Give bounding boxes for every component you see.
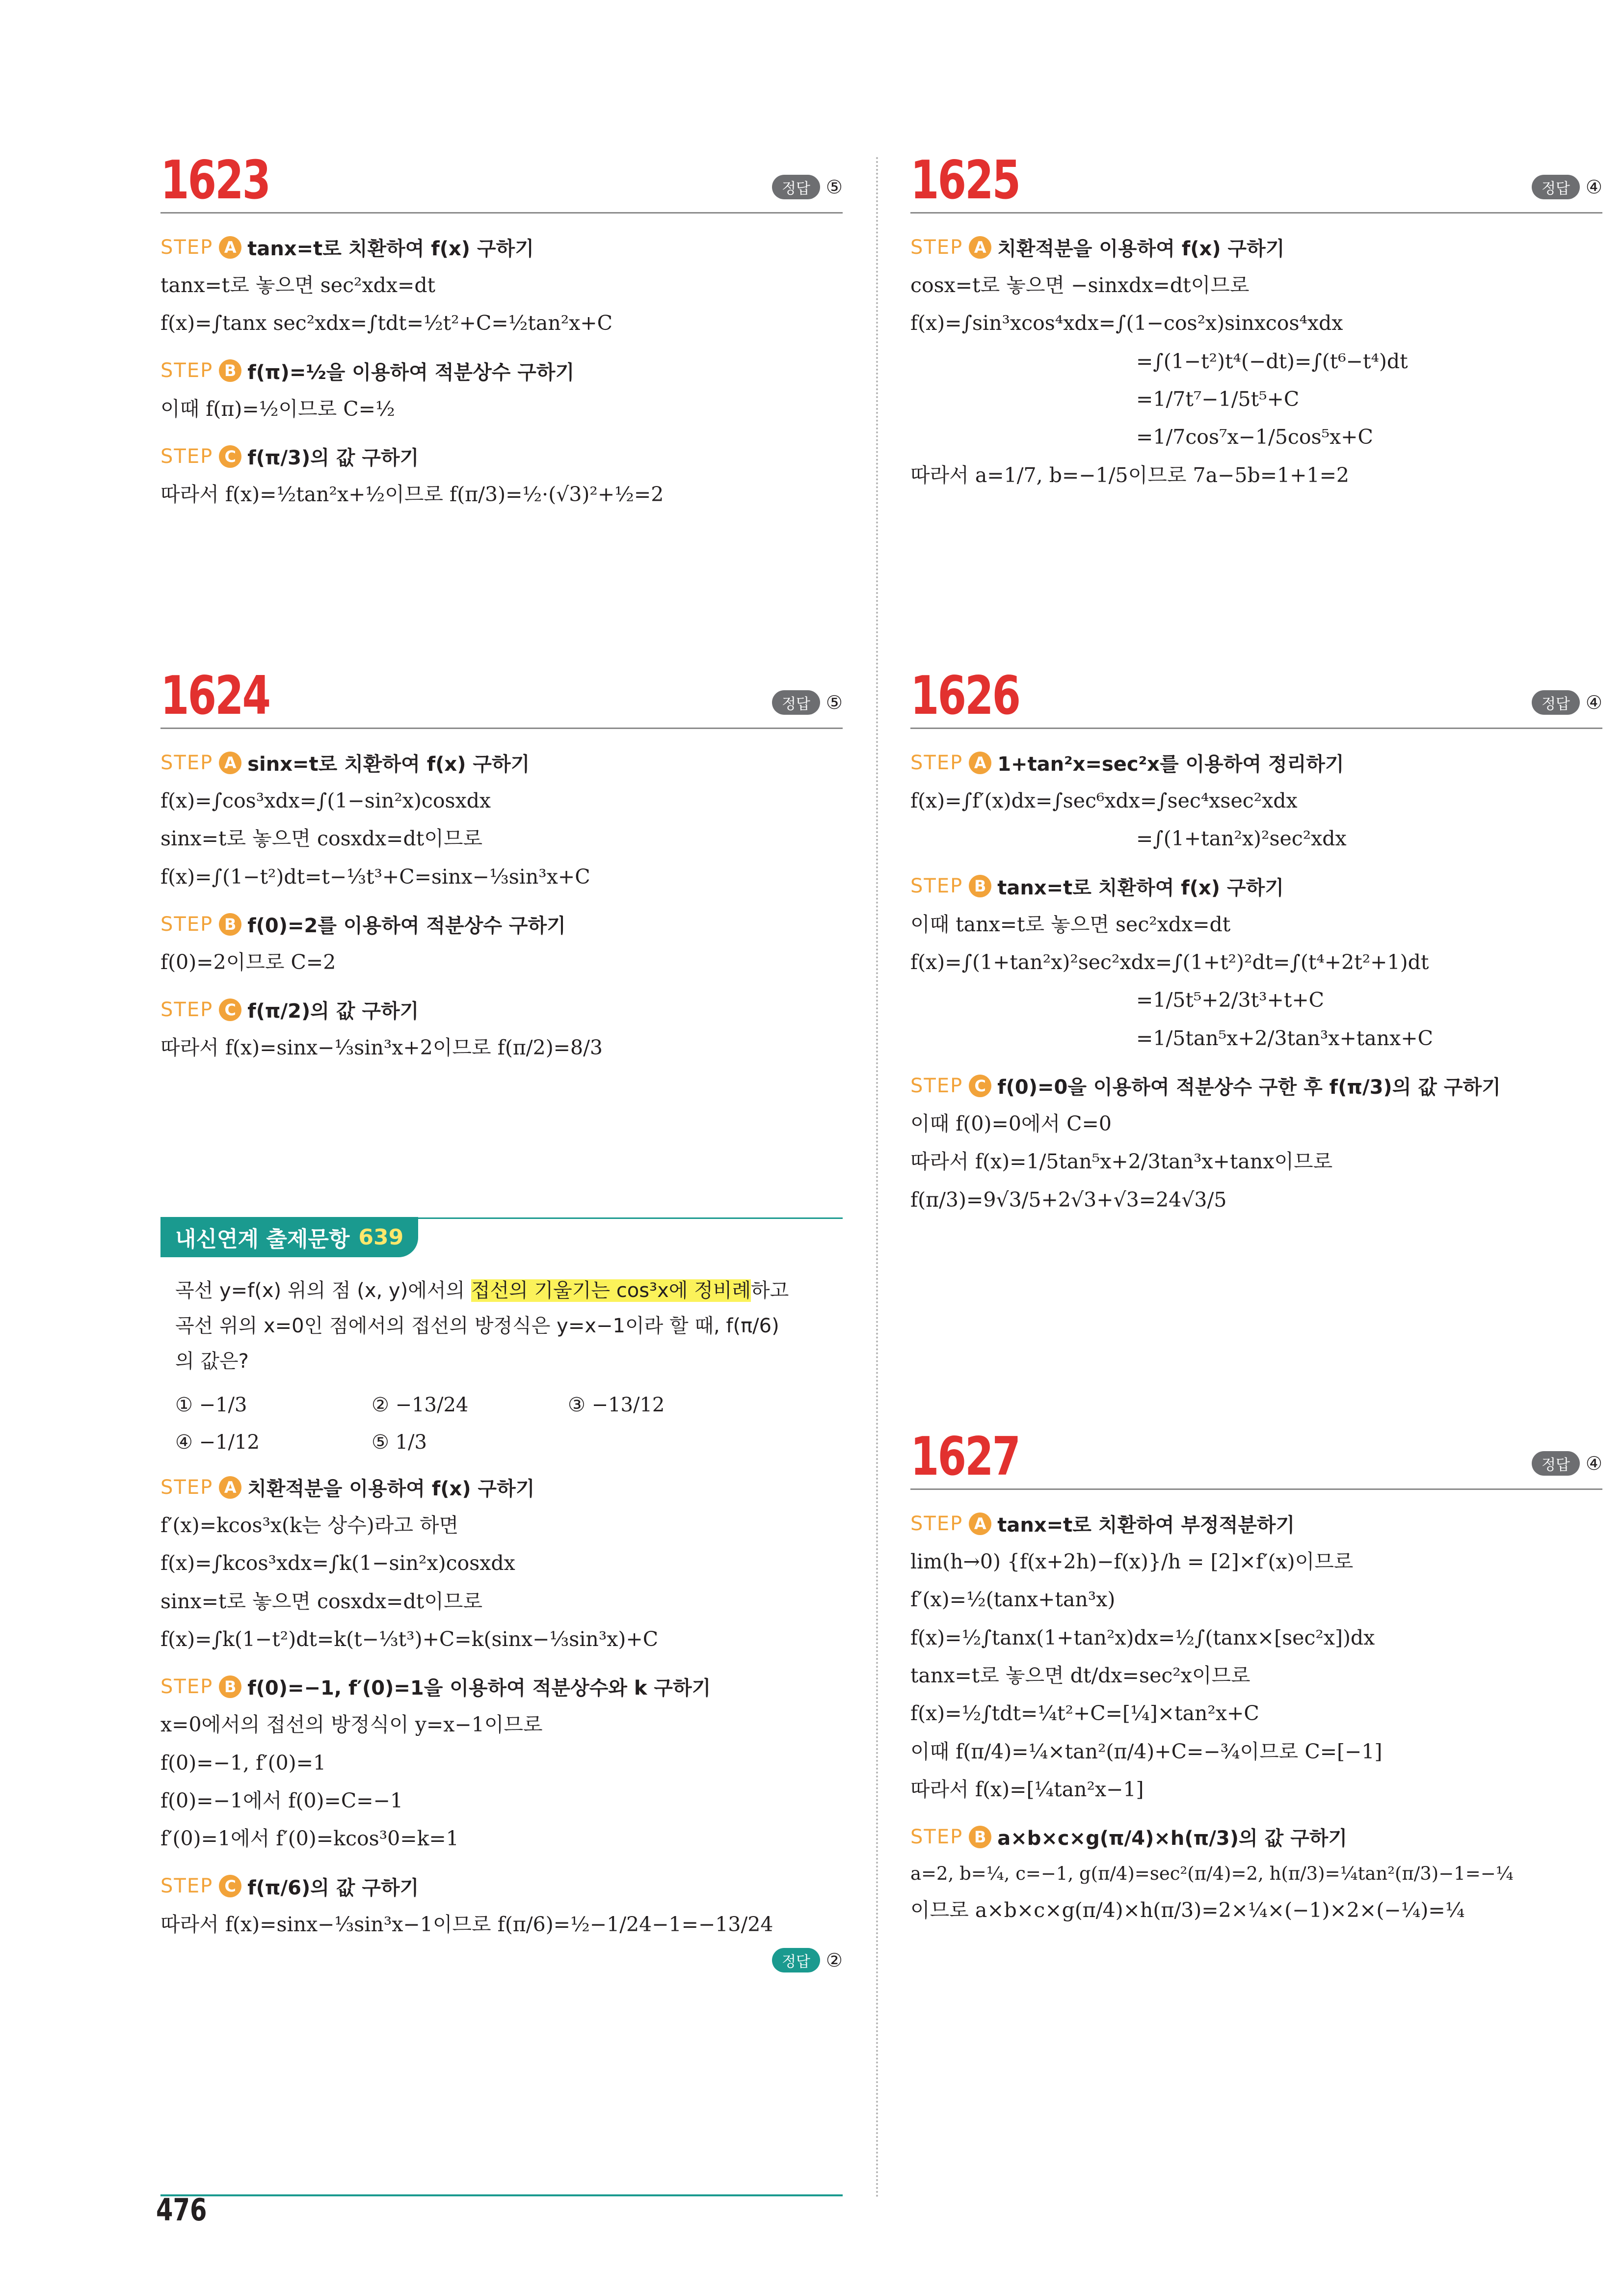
solution-line: 이므로 a×b×c×g(π/4)×h(π/3)=2×¼×(−1)×2×(−¼)=¼ bbox=[910, 1898, 1465, 1922]
related-bottom-rule bbox=[160, 2194, 843, 2196]
answer-indicator bbox=[160, 1948, 843, 1972]
step-a bbox=[160, 233, 843, 261]
solution-line: tanx=t로 놓으면 dt/dx=sec²x이므로 bbox=[910, 1664, 1251, 1688]
step-tag: STEP bbox=[910, 1825, 963, 1848]
answer-value: ⑤ bbox=[825, 176, 843, 198]
highlighted-text: 접선의 기울기는 cos³x에 정비례 bbox=[471, 1279, 751, 1302]
answer-indicator bbox=[1532, 1451, 1602, 1476]
problem-number: 1624 bbox=[160, 665, 269, 727]
step-letter: C bbox=[219, 999, 241, 1021]
step-tag: STEP bbox=[160, 445, 213, 468]
step-a bbox=[910, 233, 1602, 261]
solution-line: 따라서 f(x)=sinx−⅓sin³x−1이므로 f(π/6)=½−1/24−1=−13/24 bbox=[160, 1912, 773, 1936]
solution-line: f(0)=2이므로 C=2 bbox=[160, 950, 336, 974]
step-tag: STEP bbox=[160, 1675, 213, 1698]
solution-line: 따라서 f(x)=sinx−⅓sin³x+2이므로 f(π/2)=8/3 bbox=[160, 1036, 603, 1060]
step-tag: STEP bbox=[910, 236, 963, 259]
solution-line: f(0)=−1에서 f(0)=C=−1 bbox=[160, 1789, 403, 1813]
step-letter: B bbox=[219, 913, 241, 936]
step-c bbox=[910, 1072, 1602, 1100]
solution-line: cosx=t로 놓으면 −sinxdx=dt이므로 bbox=[910, 273, 1250, 297]
step-title: 치환적분을 이용하여 f(x) 구하기 bbox=[997, 238, 1285, 260]
solution-line: f′(x)=½(tanx+tan³x) bbox=[910, 1588, 1116, 1612]
answer-badge: 정답 bbox=[772, 175, 820, 199]
step-b bbox=[160, 910, 843, 938]
step-a bbox=[910, 749, 1602, 777]
step-letter: A bbox=[219, 1476, 241, 1499]
step-title: f(0)=−1, f′(0)=1을 이용하여 적분상수와 k 구하기 bbox=[247, 1677, 711, 1700]
solution-line: f′(0)=1에서 f′(0)=kcos³0=k=1 bbox=[160, 1827, 459, 1851]
solution-line: =1/7t⁷−1/5t⁵+C bbox=[1136, 387, 1300, 411]
step-tag: STEP bbox=[160, 913, 213, 936]
related-problem-header bbox=[160, 1217, 843, 1263]
solution-line: =∫(1+tan²x)²sec²xdx bbox=[1136, 827, 1347, 851]
step-title: tanx=t로 치환하여 부정적분하기 bbox=[997, 1514, 1295, 1537]
solution-line: 이때 f(0)=0에서 C=0 bbox=[910, 1112, 1112, 1136]
step-tag: STEP bbox=[910, 1074, 963, 1097]
answer-badge: 정답 bbox=[1532, 1451, 1580, 1476]
problem-1627 bbox=[910, 1424, 1602, 1924]
step-letter: B bbox=[969, 1826, 991, 1848]
step-letter: B bbox=[219, 359, 241, 382]
step-title: tanx=t로 치환하여 f(x) 구하기 bbox=[247, 238, 534, 260]
step-title: tanx=t로 치환하여 f(x) 구하기 bbox=[997, 876, 1284, 899]
related-label-number: 639 bbox=[358, 1224, 404, 1250]
question-line: 곡선 위의 x=0인 점에서의 접선의 방정식은 y=x−1이라 할 때, f(π/6) bbox=[175, 1315, 779, 1337]
answer-indicator bbox=[1532, 690, 1602, 715]
step-a bbox=[160, 1473, 843, 1501]
step-tag: STEP bbox=[910, 875, 963, 898]
choice-1: ① −1/3 bbox=[175, 1394, 247, 1416]
solution-line: x=0에서의 접선의 방정식이 y=x−1이므로 bbox=[160, 1713, 543, 1737]
step-tag: STEP bbox=[910, 1512, 963, 1535]
solution-line: 따라서 f(x)=½tan²x+½이므로 f(π/3)=½·(√3)²+½=2 bbox=[160, 483, 664, 507]
step-title: 치환적분을 이용하여 f(x) 구하기 bbox=[247, 1478, 535, 1500]
step-tag: STEP bbox=[160, 359, 213, 382]
step-b bbox=[910, 872, 1602, 900]
step-b bbox=[160, 1673, 843, 1701]
step-tag: STEP bbox=[160, 1476, 213, 1499]
problem-header bbox=[160, 663, 843, 729]
step-title: 1+tan²x=sec²x를 이용하여 정리하기 bbox=[997, 753, 1344, 776]
step-letter: B bbox=[219, 1675, 241, 1698]
related-problem-label bbox=[160, 1217, 418, 1257]
problem-1623 bbox=[160, 147, 843, 508]
solution-line: f(x)=½∫tanx(1+tan²x)dx=½∫(tanx×[sec²x])dx bbox=[910, 1625, 1375, 1649]
answer-value: ④ bbox=[1585, 1453, 1602, 1474]
step-title: f(π/3)의 값 구하기 bbox=[247, 447, 419, 470]
problem-number: 1623 bbox=[160, 150, 269, 211]
step-title: f(π/2)의 값 구하기 bbox=[247, 1000, 419, 1023]
step-c bbox=[160, 996, 843, 1024]
answer-value: ⑤ bbox=[825, 692, 843, 713]
problem-header bbox=[160, 147, 843, 214]
problem-1625 bbox=[910, 147, 1602, 489]
step-c bbox=[160, 1872, 843, 1900]
step-letter: C bbox=[219, 1875, 241, 1897]
related-problem bbox=[160, 1217, 843, 1972]
solution-line: =∫(1−t²)t⁴(−dt)=∫(t⁶−t⁴)dt bbox=[1136, 349, 1408, 373]
step-tag: STEP bbox=[910, 751, 963, 774]
problem-1624 bbox=[160, 663, 843, 1062]
answer-choices bbox=[160, 1394, 843, 1454]
related-label-text: 내신연계 출제문항 bbox=[175, 1227, 350, 1252]
step-tag: STEP bbox=[160, 1875, 213, 1898]
step-tag: STEP bbox=[160, 751, 213, 774]
step-letter: A bbox=[969, 1513, 991, 1535]
step-letter: B bbox=[969, 875, 991, 897]
solution-line: lim(h→0) {f(x+2h)−f(x)}/h = [2]×f′(x)이므로 bbox=[910, 1550, 1354, 1573]
step-title: a×b×c×g(π/4)×h(π/3)의 값 구하기 bbox=[997, 1827, 1348, 1850]
step-title: sinx=t로 치환하여 f(x) 구하기 bbox=[247, 753, 530, 776]
step-letter: C bbox=[969, 1075, 991, 1097]
step-title: f(π)=½을 이용하여 적분상수 구하기 bbox=[247, 361, 575, 384]
choice-4: ④ −1/12 bbox=[175, 1431, 260, 1454]
step-letter: A bbox=[969, 752, 991, 774]
solution-line: =1/7cos⁷x−1/5cos⁵x+C bbox=[1136, 425, 1373, 449]
problem-number: 1627 bbox=[910, 1426, 1019, 1487]
step-b bbox=[910, 1823, 1602, 1851]
solution-line: f(x)=∫tanx sec²xdx=∫tdt=½t²+C=½tan²x+C bbox=[160, 311, 613, 335]
problem-number: 1625 bbox=[910, 150, 1019, 211]
choice-3: ③ −13/12 bbox=[568, 1394, 665, 1416]
step-title: f(0)=2를 이용하여 적분상수 구하기 bbox=[247, 915, 566, 938]
question-text bbox=[160, 1273, 843, 1379]
problem-number: 1626 bbox=[910, 665, 1019, 727]
step-c bbox=[160, 442, 843, 470]
solution-line: =1/5tan⁵x+2/3tan³x+tanx+C bbox=[1136, 1026, 1433, 1050]
solution-line: f(x)=∫kcos³xdx=∫k(1−sin²x)cosxdx bbox=[160, 1551, 515, 1575]
solution-line: 이때 f(π/4)=¼×tan²(π/4)+C=−¾이므로 C=[−1] bbox=[910, 1739, 1383, 1763]
solution-line: f(x)=∫f′(x)dx=∫sec⁶xdx=∫sec⁴xsec²xdx bbox=[910, 789, 1298, 812]
solution-line: 따라서 f(x)=1/5tan⁵x+2/3tan³x+tanx이므로 bbox=[910, 1150, 1333, 1174]
answer-badge: 정답 bbox=[772, 1948, 820, 1972]
solution-line: 이때 f(π)=½이므로 C=½ bbox=[160, 397, 395, 421]
problem-header bbox=[910, 147, 1602, 214]
solution-line: a=2, b=¼, c=−1, g(π/4)=sec²(π/4)=2, h(π/3)=¼tan²(π/3)−1=−¼ bbox=[910, 1863, 1514, 1885]
answer-value: ④ bbox=[1585, 176, 1602, 198]
step-a bbox=[910, 1510, 1602, 1538]
solution-line: f(x)=½∫tdt=¼t²+C=[¼]×tan²x+C bbox=[910, 1702, 1259, 1726]
problem-header bbox=[910, 663, 1602, 729]
page-number: 476 bbox=[156, 2192, 207, 2228]
question-line: 하고 bbox=[751, 1279, 789, 1302]
answer-indicator bbox=[772, 690, 843, 715]
step-letter: C bbox=[219, 445, 241, 468]
answer-badge: 정답 bbox=[1532, 690, 1580, 715]
solution-line: 따라서 f(x)=[¼tan²x−1] bbox=[910, 1778, 1144, 1802]
choice-2: ② −13/24 bbox=[372, 1394, 469, 1416]
question-line: 의 값은? bbox=[175, 1350, 249, 1373]
solution-line: f(x)=∫(1+tan²x)²sec²xdx=∫(1+t²)²dt=∫(t⁴+2t²+1)dt bbox=[910, 950, 1429, 974]
solution-line: f(x)=∫(1−t²)dt=t−⅓t³+C=sinx−⅓sin³x+C bbox=[160, 864, 590, 889]
answer-badge: 정답 bbox=[772, 690, 820, 715]
solution-line: sinx=t로 놓으면 cosxdx=dt이므로 bbox=[160, 827, 483, 851]
step-letter: A bbox=[219, 752, 241, 774]
answer-row bbox=[772, 1948, 843, 1972]
solution-line: 이때 tanx=t로 놓으면 sec²xdx=dt bbox=[910, 912, 1231, 936]
problem-header bbox=[910, 1424, 1602, 1490]
problem-1626 bbox=[910, 663, 1602, 1214]
step-tag: STEP bbox=[160, 236, 213, 259]
step-title: f(0)=0을 이용하여 적분상수 구한 후 f(π/3)의 값 구하기 bbox=[997, 1076, 1501, 1099]
answer-badge: 정답 bbox=[1532, 175, 1580, 199]
solution-line: f(x)=∫sin³xcos⁴xdx=∫(1−cos²x)sinxcos⁴xdx bbox=[910, 311, 1343, 335]
answer-indicator bbox=[772, 175, 843, 199]
solution-line: tanx=t로 놓으면 sec²xdx=dt bbox=[160, 273, 436, 297]
step-tag: STEP bbox=[160, 998, 213, 1021]
solution-line: f(x)=∫cos³xdx=∫(1−sin²x)cosxdx bbox=[160, 789, 491, 812]
solution-line: f(0)=−1, f′(0)=1 bbox=[160, 1751, 326, 1775]
answer-value: ② bbox=[825, 1949, 843, 1972]
solution-line: f(π/3)=9√3/5+2√3+√3=24√3/5 bbox=[910, 1188, 1227, 1212]
solution-line: f′(x)=kcos³x(k는 상수)라고 하면 bbox=[160, 1513, 459, 1537]
answer-indicator bbox=[1532, 175, 1602, 199]
solution-line: f(x)=∫k(1−t²)dt=k(t−⅓t³)+C=k(sinx−⅓sin³x)+C bbox=[160, 1627, 659, 1651]
solution-line: =1/5t⁵+2/3t³+t+C bbox=[1136, 988, 1325, 1012]
choice-5: ⑤ 1/3 bbox=[372, 1431, 427, 1454]
step-letter: A bbox=[219, 236, 241, 259]
step-title: f(π/6)의 값 구하기 bbox=[247, 1876, 419, 1899]
step-a bbox=[160, 749, 843, 777]
answer-value: ④ bbox=[1585, 692, 1602, 713]
step-b bbox=[160, 357, 843, 385]
question-line: 곡선 y=f(x) 위의 점 (x, y)에서의 bbox=[175, 1279, 471, 1302]
column-divider bbox=[876, 157, 878, 2199]
solution-line: sinx=t로 놓으면 cosxdx=dt이므로 bbox=[160, 1589, 483, 1613]
solution-line: 따라서 a=1/7, b=−1/5이므로 7a−5b=1+1=2 bbox=[910, 463, 1350, 487]
step-letter: A bbox=[969, 236, 991, 259]
